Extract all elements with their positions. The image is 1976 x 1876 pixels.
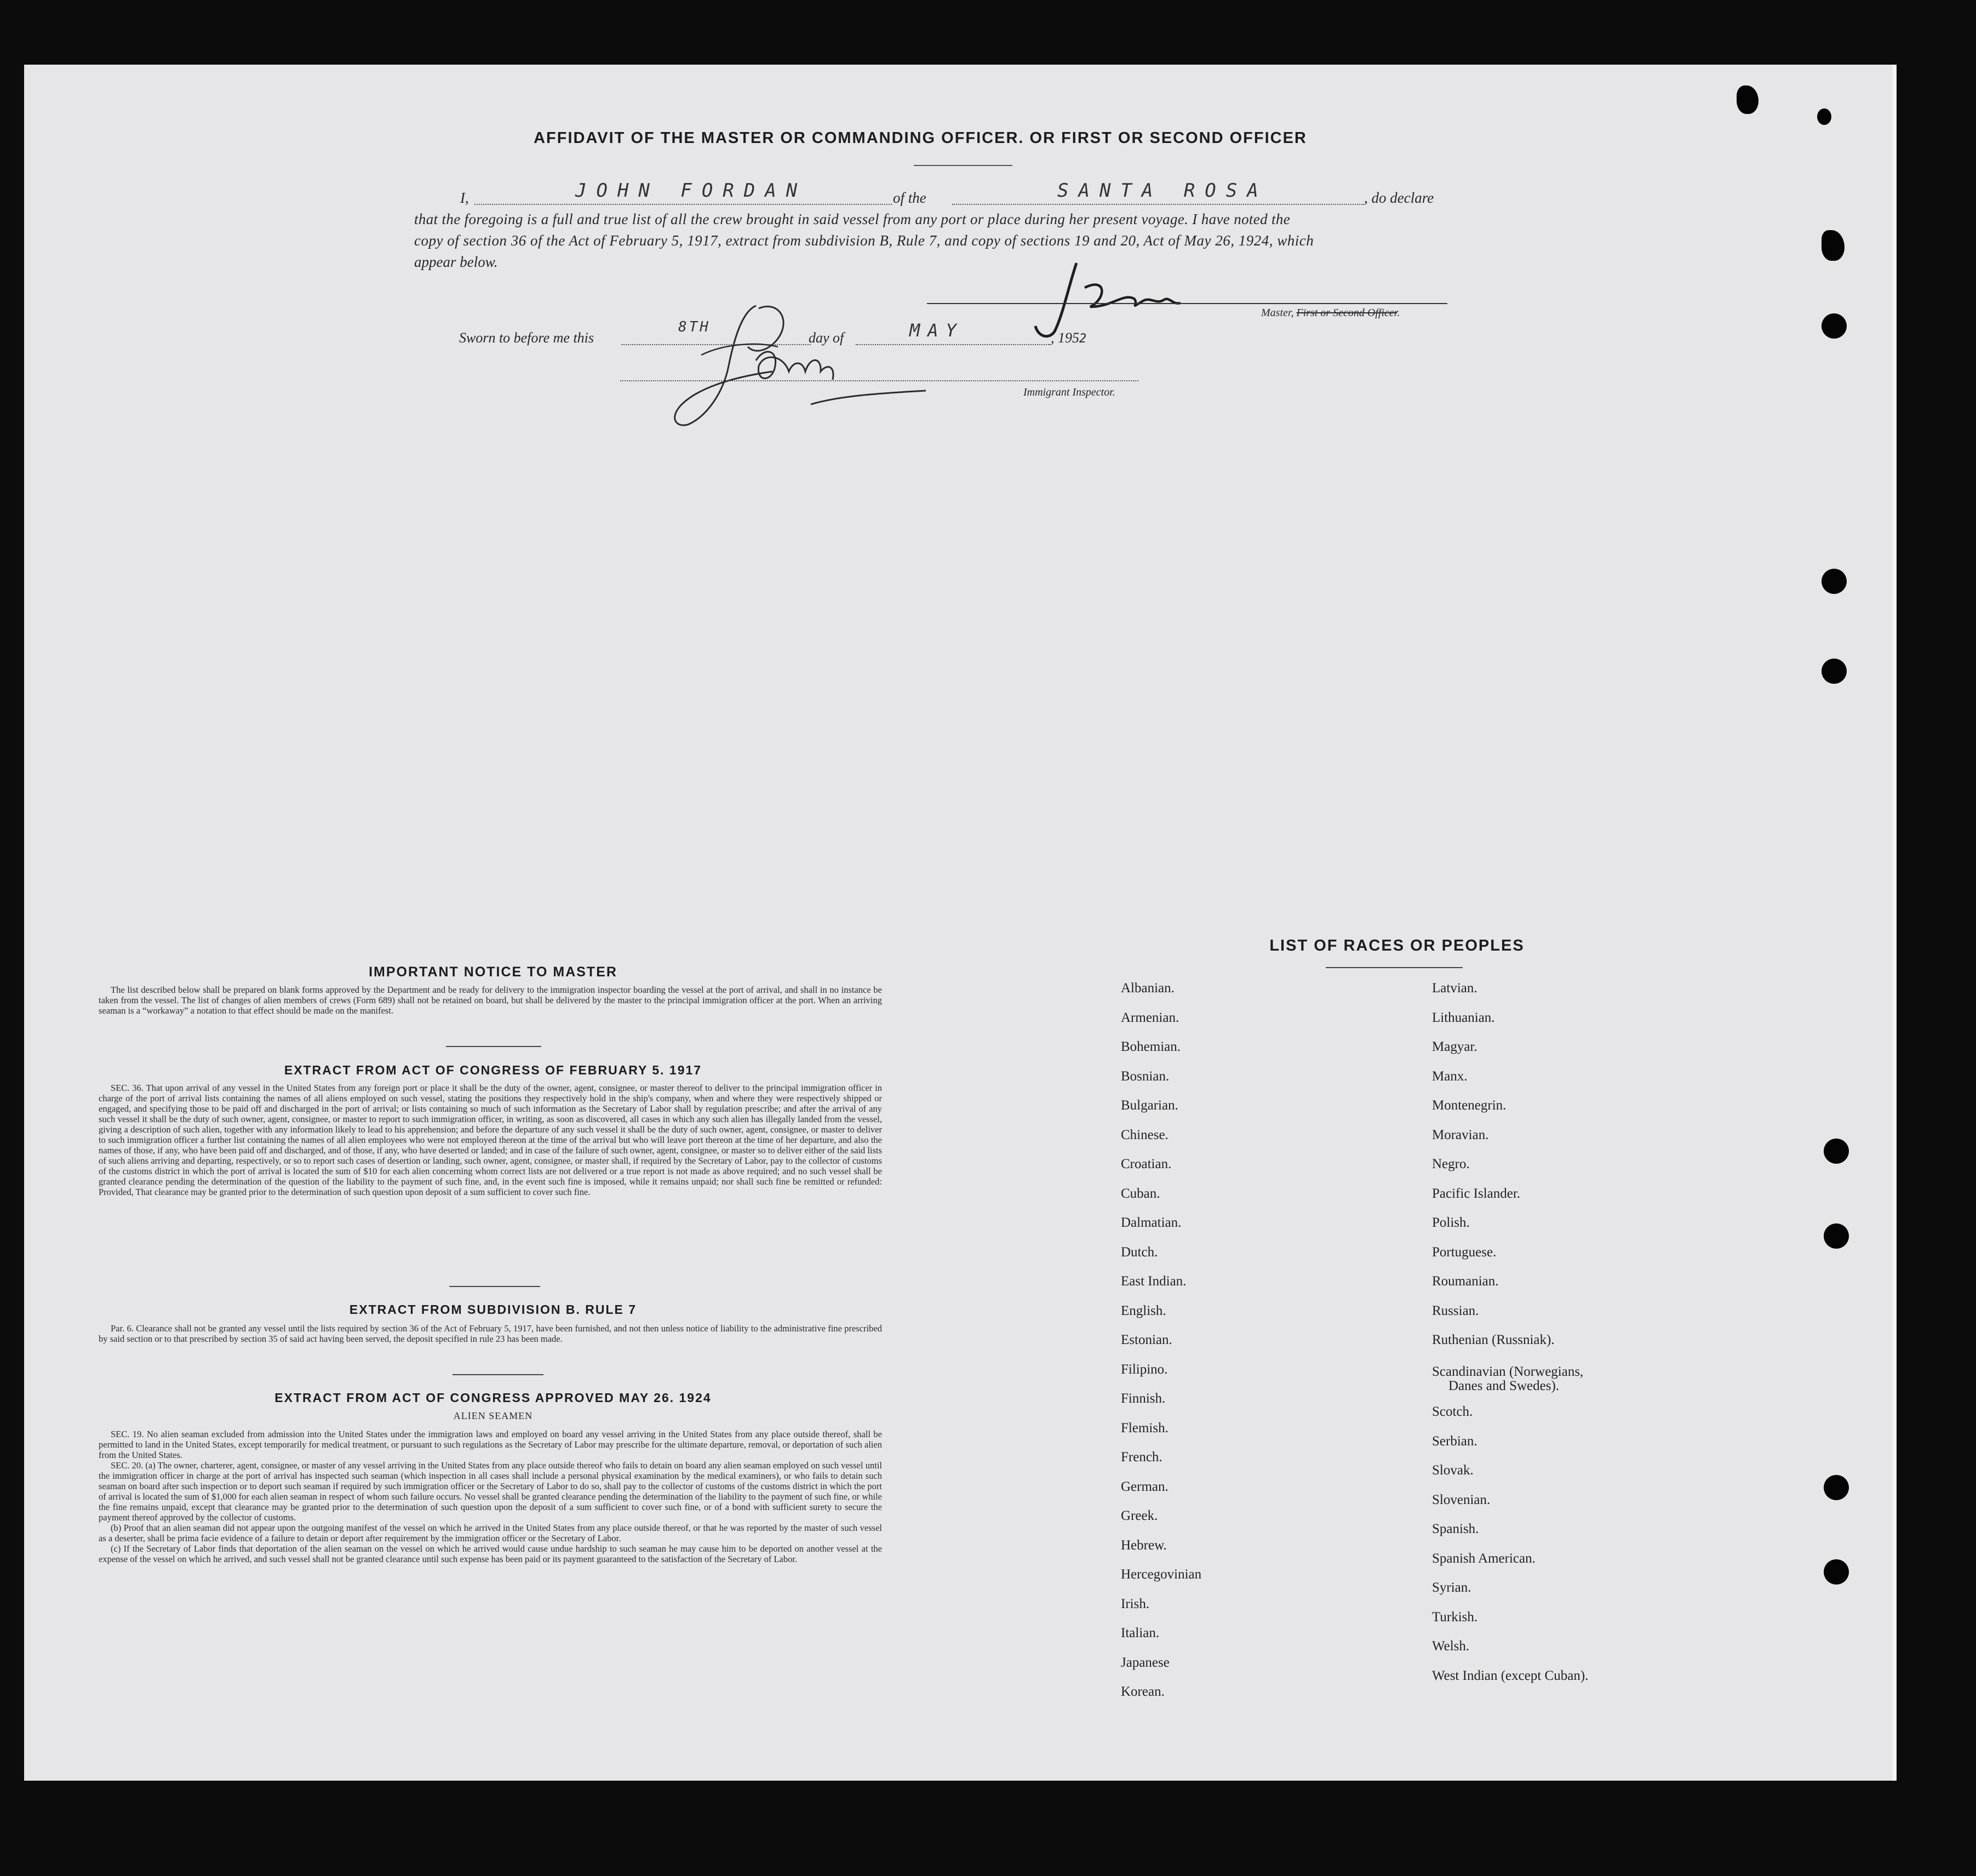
sworn-year-suffix: 2 [1079,332,1087,346]
punch-hole [1822,659,1847,684]
race-item: Negro. [1432,1157,1470,1171]
section-20c-text: (c) If the Secretary of Labor finds that deportation of the alien seaman on the vessel on which he arrived would cause undue hardship to such seaman he may cause him to be deported on another vessel at the expense of the vessel on which he arrived, and such vessel shall not be granted clearance until such expense has been paid or its payment guaranteed to the satisfaction of the Secretary of Labor. [99,1543,882,1564]
race-item: Dalmatian. [1121,1215,1182,1230]
race-item: Slovenian. [1432,1492,1491,1507]
race-item: Manx. [1432,1068,1468,1084]
extract-1924-title: EXTRACT FROM ACT OF CONGRESS APPROVED MAY 26. 1924 [274,1391,712,1405]
master-name-value: JOHN FORDAN [575,180,807,202]
divider [453,1374,543,1375]
race-item: Spanish American. [1432,1551,1536,1566]
notice-paragraph: The list described below shall be prepared on blank forms approved by the Department and be ready for delivery to the immigration inspector boarding the vessel at the port of arrival, and shall in no instance be taken from the vessel. The list of changes of alien members of crews (Form 689) shall not be retained on board, but shall be delivered by the master to the principal immigration officer at the port. When an arriving seaman is a “workaway” a notation to that effect should be made on the manifest. [99,985,882,1016]
race-item: Spanish. [1432,1522,1479,1537]
master-caption: Master, First or Second Officer. [1261,307,1400,319]
sworn-label: Sworn to before me this [459,330,594,346]
race-item: Filipino. [1121,1362,1168,1377]
punch-hole [1824,1223,1849,1249]
race-item: Lithuanian. [1432,1010,1495,1025]
inspector-signature-line [620,380,1138,381]
race-item: Bohemian. [1121,1039,1181,1054]
inspector-caption: Immigrant Inspector. [1023,386,1115,398]
notice-body [99,985,882,1016]
race-item: Japanese [1121,1655,1170,1670]
race-item: East Indian. [1121,1274,1187,1289]
race-item: West Indian (except Cuban). [1432,1668,1589,1683]
race-item: Italian. [1121,1626,1160,1640]
race-item: Armenian. [1121,1010,1179,1025]
race-item: Turkish. [1432,1609,1478,1625]
race-item: Korean. [1121,1684,1165,1699]
sworn-year-prefix: , 195 [1051,330,1079,346]
race-item: Scotch. [1432,1404,1473,1420]
race-item-continuation: Danes and Swedes). [1448,1378,1560,1393]
punch-hole [1822,569,1847,594]
section-19-text: SEC. 19. No alien seaman excluded from admission into the United States under the immigration laws and employed on board any vessel arriving in the United States from any place outside thereof, shall be permitted to land in the United States, except temporarily for medical treatment, or pursuant to such regulations as the Secretary of Labor may prescribe for the ultimate departure, removal, or deportation of such alien from the United States. [99,1429,882,1460]
section-36-text: SEC. 36. That upon arrival of any vessel in the United States from any foreign port or place it shall be the duty of the owner, agent, consignee, or master thereof to deliver to the principal immigration officer in charge of the port of arrival lists containing the names of all aliens employed on such vessel, stating the positions they respectively hold in the ship's company, when and where they were respectively shipped or engaged, and specifying those to be paid off and discharged in the port of arrival; or lists containing so much of such information as the Secretary of Labor shall by regulation prescribe; and after the arrival of any such vessel it shall be the duty of such owner, agent, consignee, or master to report to such immigration officer, in writing, as soon as discovered, all cases in which any such alien has illegally landed from the vessel, giving a description of such alien, together with any information likely to lead to his apprehension; and before the departure of any such vessel it shall be the duty of such owner, agent, consignee, or master to deliver to such immigration officer a further list containing the names of all alien employees who were not employed thereon at the time of the arrival but who will leave port thereon at the time of her departure, and also the names of those, if any, who have been paid off and discharged, and of those, if any, who have deserted or landed; and in case of the failure of such owner, agent, consignee, or master so to deliver either of the said lists of such aliens arriving and departing, respectively, or so to report such cases of desertion or landing, such owner, agent, consignee, or master shall, if required by the Secretary of Labor, pay to the collector of customs of the customs district in which the port of arrival is located the sum of $10 for each alien concerning whom correct lists are not delivered or a true report is not made as above required; and no such vessel shall be granted clearance pending the determination of the question of the liability to the payment of such fine, and, in the event such fine is imposed, while it remains unpaid; nor shall such fine be remitted or refunded: Provided, That clearance may be granted prior to the determination of such question upon deposit of a sum sufficient to cover such fine. [99,1083,882,1197]
race-item: Moravian. [1432,1127,1489,1142]
race-item: Russian. [1432,1303,1479,1318]
race-item: Albanian. [1121,981,1175,996]
race-item: Bulgarian. [1121,1098,1178,1113]
struck-officer-caption: First or Second Officer [1296,307,1397,319]
race-item: Latvian. [1432,981,1477,996]
master-signature-line [927,303,1447,304]
sworn-month-value: MAY [909,320,964,341]
day-of-label: day of [809,330,844,346]
race-item: Chinese. [1121,1127,1169,1142]
section-20b-text: (b) Proof that an alien seaman did not appear upon the outgoing manifest of the vessel on which he arrived in the United States from any place outside thereof, or that he was reported by the master of such vessel as a deserter, shall be prima facie evidence of a failure to detain or deport after requirement by the immigration officer or the Secretary of Labor. [99,1523,882,1543]
race-item: Pacific Islander. [1432,1186,1521,1201]
race-item: Estonian. [1121,1332,1172,1347]
alien-seamen-subtitle: ALIEN SEAMEN [453,1410,533,1421]
extract-1924-body [99,1429,882,1564]
affidavit-line-3: copy of section 36 of the Act of February 5, 1917, extract from subdivision B, Rule 7, and copy of sections 19 and 20, Act of May 26, 1924, which [414,232,1314,249]
race-item: Flemish. [1121,1420,1169,1435]
race-item: Cuban. [1121,1186,1160,1201]
race-item: Roumanian. [1432,1274,1499,1289]
vessel-name-field [952,204,1364,205]
race-item: Serbian. [1432,1433,1477,1449]
affidavit-title: AFFIDAVIT OF THE MASTER OR COMMANDING OFFICER. OR FIRST OR SECOND OFFICER [534,129,1307,147]
divider [446,1046,541,1047]
punch-hole [1824,1475,1849,1500]
extract-1917-body [99,1083,882,1197]
races-title: LIST OF RACES OR PEOPLES [1269,937,1525,954]
race-item: Dutch. [1121,1244,1158,1260]
affidavit-line-2: that the foregoing is a full and true list of all the crew brought in said vessel from any port or place during her present voyage. I have noted the [414,211,1291,227]
sworn-year [1051,330,1086,346]
races-title-rule [1326,967,1463,968]
of-the-label: of the [893,190,926,206]
divider [449,1286,540,1287]
race-item: Syrian. [1432,1580,1471,1595]
race-item: Greek. [1121,1508,1158,1523]
race-item: Montenegrin. [1432,1098,1507,1113]
notice-title: IMPORTANT NOTICE TO MASTER [369,964,617,980]
race-item: Finnish. [1121,1391,1166,1406]
punch-hole [1824,1559,1849,1585]
race-item: Irish. [1121,1596,1150,1611]
punch-hole [1817,108,1831,125]
section-20a-text: SEC. 20. (a) The owner, charterer, agent, consignee, or master of any vessel arriving in the United States from any place outside thereof who fails to detain on board any alien seaman employed on such vessel until the immigration officer in charge at the port of arrival has inspected such seaman (which inspection in all cases shall include a personal physical examination by the medical examiners), or who fails to detain such seaman on board after such inspection or to deport such seaman if required by such immigration officer or the Secretary of Labor to do so, shall pay to the collector of customs of the customs district in which the port of arrival is located the sum of $1,000 for each alien seaman in respect of whom such failure occurs. No vessel shall be granted clearance pending the determination of the liability to the payment of such fine, or while the fine remains unpaid, except that clearance may be granted prior to the determination of such question upon the deposit of a sum sufficient to cover such fine, or of a bond with sufficient surety to secure the payment thereof approved by the collector of customs. [99,1460,882,1523]
master-caption-label: Master, [1261,307,1294,319]
race-item: Ruthenian (Russniak). [1432,1332,1555,1347]
extract-1917-title: EXTRACT FROM ACT OF CONGRESS OF FEBRUARY 5. 1917 [284,1063,702,1077]
master-signature [1024,255,1205,342]
rule-7-title: EXTRACT FROM SUBDIVISION B. RULE 7 [349,1302,637,1317]
race-item: Hercegovinian [1121,1567,1202,1582]
race-item: Slovak. [1432,1463,1474,1478]
affidavit-title-rule [914,165,1012,166]
declare-label: , do declare [1364,190,1434,206]
master-name-field [474,204,892,205]
race-item: Hebrew. [1121,1537,1167,1553]
sworn-day-value: 8TH [678,319,711,335]
paragraph-6-text: Par. 6. Clearance shall not be granted any vessel until the lists required by section 36 of the Act of February 5, 1917, have been furnished, and not then unless notice of liability to the administrative fine prescribed by said section or to that prescribed by section 35 of said act having been served, the deposit specified in rule 23 has been made. [99,1323,882,1344]
punch-hole [1822,313,1847,339]
vessel-name-value: SANTA ROSA [1057,180,1268,202]
inspector-signature [646,295,931,432]
race-item: Croatian. [1121,1157,1172,1171]
rule-7-body [99,1323,882,1344]
punch-hole [1824,1139,1849,1164]
race-item: Bosnian. [1121,1068,1170,1084]
race-item: Scandinavian (Norwegians, [1432,1364,1584,1379]
race-item: English. [1121,1303,1166,1318]
race-item: Portuguese. [1432,1244,1497,1260]
race-item: German. [1121,1479,1169,1494]
affidavit-i-label: I, [460,190,469,206]
race-item: French. [1121,1450,1162,1465]
race-item: Magyar. [1432,1039,1477,1054]
affidavit-line-4: appear below. [414,254,498,270]
race-item: Welsh. [1432,1639,1470,1654]
race-item: Polish. [1432,1215,1470,1230]
